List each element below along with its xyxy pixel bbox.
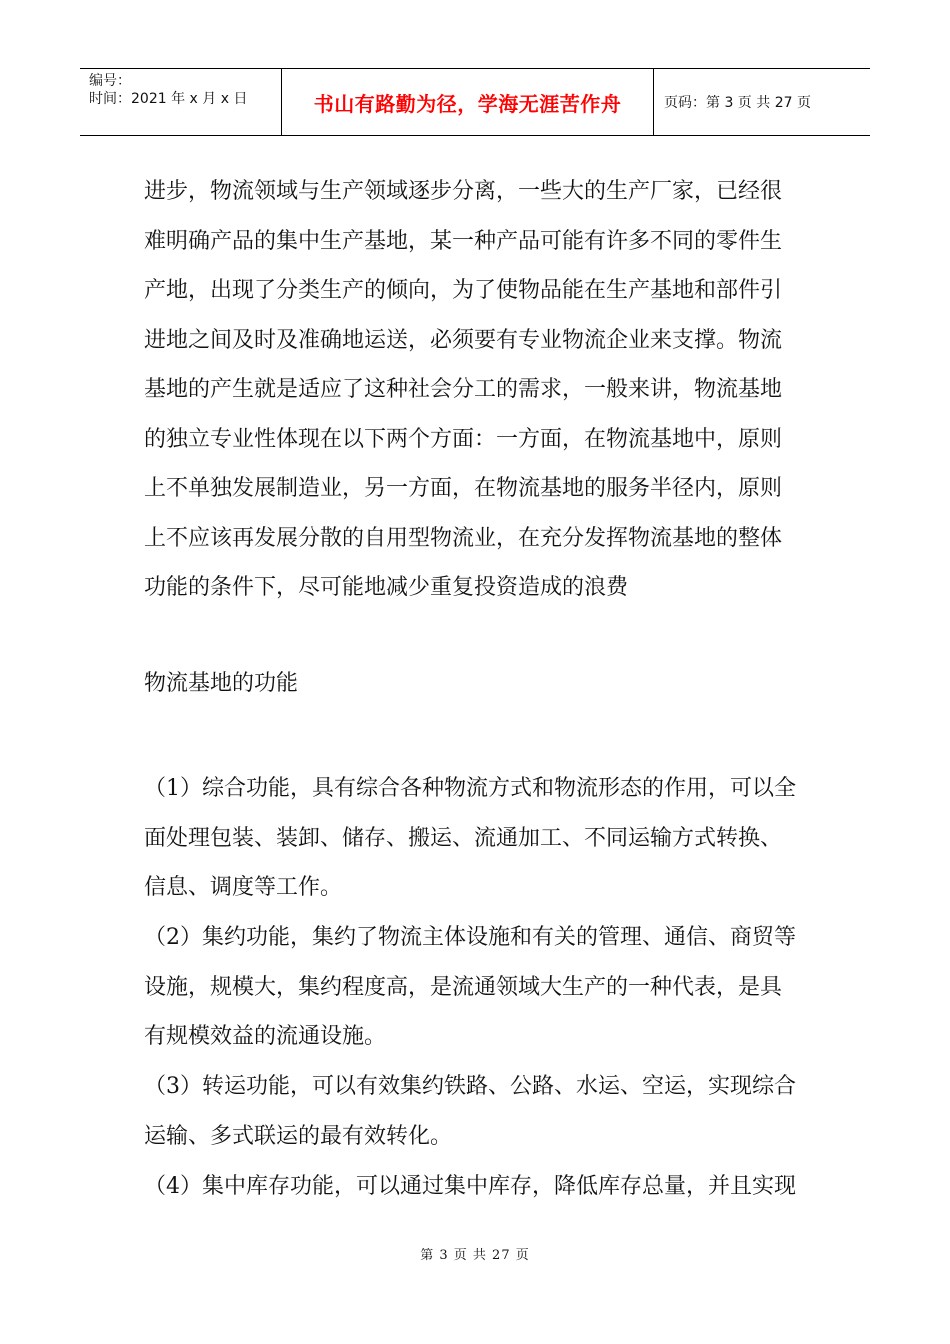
section-heading: 物流基地的功能 [144, 671, 299, 696]
list-line: 运输、多式联运的最有效转化。 [144, 1123, 453, 1149]
paragraph-line: 上不单独发展制造业，另一方面，在物流基地的服务半径内，原则 [144, 476, 783, 501]
list-line: （1）综合功能，具有综合各种物流方式和物流形态的作用，可以全 [144, 776, 796, 801]
header-meta [80, 69, 282, 135]
list-line: 设施，规模大，集约程度高，是流通领域大生产的一种代表，是具 [144, 974, 783, 1000]
header-page-info: 页码：第 3 页 共 27 页 [664, 95, 811, 111]
paragraph-line: 难明确产品的集中生产基地，某一种产品可能有许多不同的零件生 [144, 228, 783, 254]
list-line: 面处理包装、装卸、储存、搬运、流通加工、不同运输方式转换、 [144, 825, 783, 851]
paragraph-line: 上不应该再发展分散的自用型物流业，在充分发挥物流基地的整体 [144, 525, 783, 551]
paragraph-line: 功能的条件下，尽可能地减少重复投资造成的浪费 [144, 575, 629, 600]
list-line: 有规模效益的流通设施。 [144, 1024, 387, 1050]
paragraph-line: 产地，出现了分类生产的倾向，为了使物品能在生产基地和部件引 [144, 278, 783, 303]
paragraph-line: 基地的产生就是适应了这种社会分工的需求，一般来讲，物流基地 [144, 377, 783, 402]
page-footer: 第 3 页 共 27 页 [420, 1248, 530, 1263]
intro-paragraph [144, 167, 814, 613]
number-label: 编号： [89, 73, 131, 89]
header-motto: 书山有路勤为径，学海无涯苦作舟 [282, 69, 654, 135]
function-list [144, 764, 814, 1211]
list-line: （4）集中库存功能，可以通过集中库存，降低库存总量，并且实现 [144, 1173, 796, 1199]
list-line: （3）转运功能，可以有效集约铁路、公路、水运、空运，实现综合 [144, 1074, 796, 1100]
list-line: （2）集约功能，集约了物流主体设施和有关的管理、通信、商贸等 [144, 925, 796, 951]
paragraph-line: 的独立专业性体现在以下两个方面：一方面，在物流基地中，原则 [144, 426, 783, 452]
paragraph-line: 进地之间及时及准确地运送，必须要有专业物流企业来支撑。物流 [144, 327, 783, 353]
list-line: 信息、调度等工作。 [144, 875, 343, 901]
document-body [144, 167, 814, 1199]
date-label: 时间：2021 年 x 月 x 日 [89, 91, 248, 107]
page-header [80, 68, 870, 136]
paragraph-line: 进步，物流领域与生产领域逐步分离，一些大的生产厂家，已经很 [144, 179, 783, 204]
